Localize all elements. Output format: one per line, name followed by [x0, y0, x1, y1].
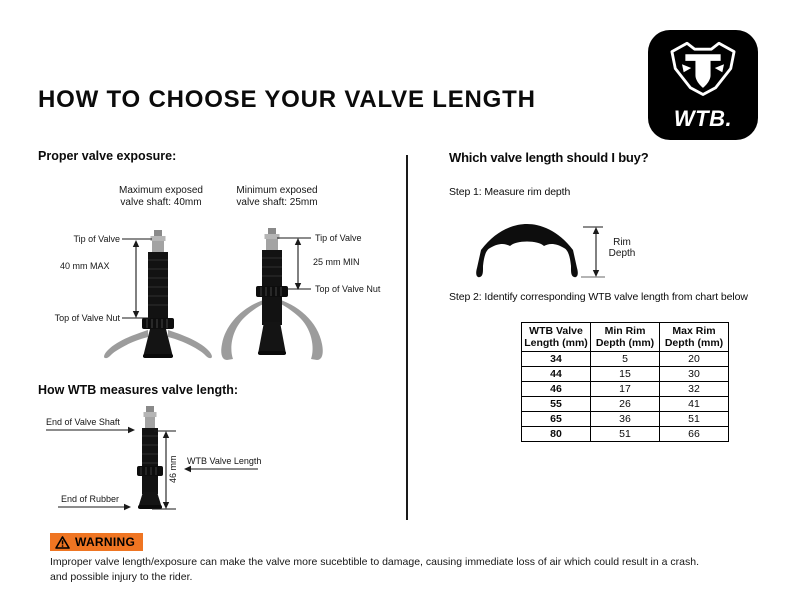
tip-of-valve-label-min: Tip of Valve: [315, 233, 362, 243]
warning-text-line1: Improper valve length/exposure can make the valve more sucebtible to damage, causing immediate loss of air which could result in a crash.: [50, 556, 699, 568]
max-exposure-caption: [104, 185, 218, 209]
tip-of-valve-label-max: Tip of Valve: [73, 234, 120, 244]
section-divider: [406, 155, 408, 520]
caption-line: Maximum exposed: [119, 185, 203, 196]
guide-heading: Which valve length should I buy?: [449, 150, 649, 165]
rim-depth-label: [601, 237, 643, 259]
cell-min-rim: 26: [591, 397, 660, 412]
valve-max-exposure-diagram: [98, 226, 218, 359]
valve-min-exposure-diagram: [212, 222, 332, 362]
caption-line: valve shaft: 40mm: [120, 197, 202, 208]
table-row: [522, 427, 729, 442]
rim-depth-line: Rim: [613, 237, 631, 248]
rim-cross-section-diagram: [470, 222, 584, 279]
warning-badge: [50, 533, 143, 551]
end-of-rubber-label: End of Rubber: [61, 494, 120, 504]
header-line: Length (mm): [524, 337, 588, 349]
header-line: WTB Valve: [529, 325, 583, 337]
cell-valve-length: 55: [522, 397, 591, 412]
page-title: HOW TO CHOOSE YOUR VALVE LENGTH: [38, 86, 536, 113]
header-line: Max Rim: [672, 325, 716, 337]
table-row: [522, 382, 729, 397]
end-of-valve-shaft-label: End of Valve Shaft: [46, 417, 120, 427]
table-row: [522, 412, 729, 427]
cell-valve-length: 80: [522, 427, 591, 442]
top-of-valve-nut-label-max: Top of Valve Nut: [54, 313, 120, 323]
caption-line: valve shaft: 25mm: [236, 197, 318, 208]
cell-max-rim: 32: [660, 382, 729, 397]
min-exposure-caption: [220, 185, 334, 209]
cell-min-rim: 15: [591, 367, 660, 382]
header-line: Min Rim: [604, 325, 646, 337]
valve-length-table: [521, 322, 729, 442]
exposure-heading: Proper valve exposure:: [38, 149, 177, 163]
cell-valve-length: 65: [522, 412, 591, 427]
top-of-valve-nut-label-min: Top of Valve Nut: [315, 284, 381, 294]
cell-max-rim: 30: [660, 367, 729, 382]
step1-text: Step 1: Measure rim depth: [449, 186, 571, 198]
valve-length-value: 46 mm: [168, 455, 178, 483]
rim-depth-line: Depth: [608, 248, 636, 259]
header-line: Depth (mm): [664, 337, 724, 349]
col-header-valve-length: [522, 323, 591, 352]
wtb-valve-length-label: WTB Valve Length: [187, 456, 262, 466]
cell-valve-length: 46: [522, 382, 591, 397]
table-row: [522, 367, 729, 382]
valve-measurement-diagram: [130, 404, 170, 514]
caption-line: Minimum exposed: [236, 185, 318, 196]
col-header-min-rim: [591, 323, 660, 352]
wtb-logo: [648, 30, 758, 140]
measurement-heading: How WTB measures valve length:: [38, 383, 239, 397]
cell-min-rim: 17: [591, 382, 660, 397]
cell-min-rim: 36: [591, 412, 660, 427]
cell-max-rim: 41: [660, 397, 729, 412]
warning-triangle-icon: [55, 536, 70, 549]
header-line: Depth (mm): [595, 337, 655, 349]
step2-text: Step 2: Identify corresponding WTB valve length from chart below: [449, 291, 748, 303]
table-row: [522, 397, 729, 412]
table-row: [522, 352, 729, 367]
cell-min-rim: 5: [591, 352, 660, 367]
brand-wordmark: WTB.: [673, 106, 733, 131]
cell-max-rim: 20: [660, 352, 729, 367]
table-header-row: [522, 323, 729, 352]
cell-max-rim: 51: [660, 412, 729, 427]
warning-text-line2: and possible injury to the rider.: [50, 571, 193, 583]
cell-min-rim: 51: [591, 427, 660, 442]
cell-max-rim: 66: [660, 427, 729, 442]
cell-valve-length: 44: [522, 367, 591, 382]
warning-badge-label: WARNING: [75, 535, 136, 549]
cell-valve-length: 34: [522, 352, 591, 367]
min-measure-label: 25 mm MIN: [313, 257, 360, 267]
wolf-head-icon: [661, 39, 745, 103]
col-header-max-rim: [660, 323, 729, 352]
max-measure-label: 40 mm MAX: [60, 261, 110, 271]
